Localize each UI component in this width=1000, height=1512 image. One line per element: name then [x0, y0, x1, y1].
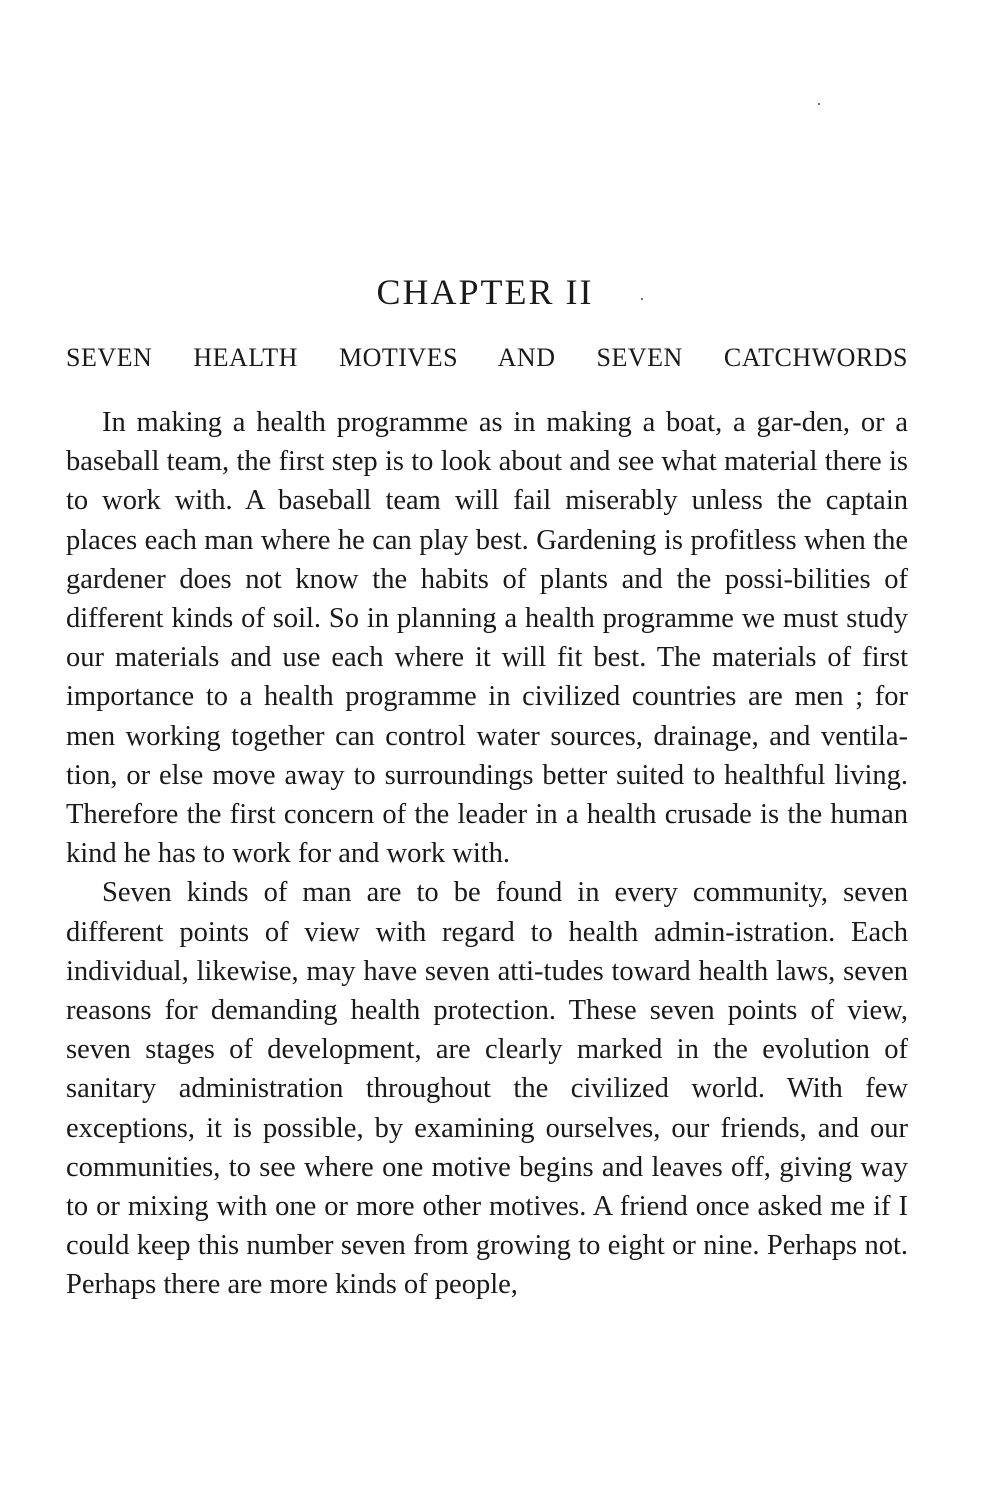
paragraph-2: Seven kinds of man are to be found in every community, seven different points of view with regard to health admin-istration. Each individual, likewise, may have seven atti-tudes toward health laws, seven reasons for demanding health protection. These seven points of view, seven stages of development, are clearly marked in the evolution of sanitary administration throughout the civilized world. With few exceptions, it is possible, by examining ourselves, our friends, and our communities, to see where one motive begins and leaves off, giving way to or mixing with one or more other motives. A friend once asked me if I could keep this number seven from growing to eight or nine. Perhaps not. Perhaps there are more kinds of people, [66, 877, 908, 1301]
print-speck [818, 103, 820, 105]
chapter-heading: CHAPTER II [376, 272, 594, 312]
chapter-title: SEVEN HEALTH MOTIVES AND SEVEN CATCHWORDS [66, 343, 908, 372]
paragraph-1: In making a health programme as in making a boat, a gar-den, or a baseball team, the first step is to look about and see what material there is to work with. A baseball team will fail miserably unless the captain places each man where he can play best. Gardening is profitless when the gardener does not know the habits of plants and the possi-bilities of different kinds of soil. So in planning a health programme we must study our materials and use each where it will fit best. The materials of first importance to a health programme in civilized countries are men ; for men working together can control water sources, drainage, and ventila-tion, or else move away to surroundings better suited to healthful living. Therefore the first concern of the leader in a health crusade is the human kind he has to work for and work with. [66, 407, 908, 870]
body-text [66, 403, 908, 1305]
